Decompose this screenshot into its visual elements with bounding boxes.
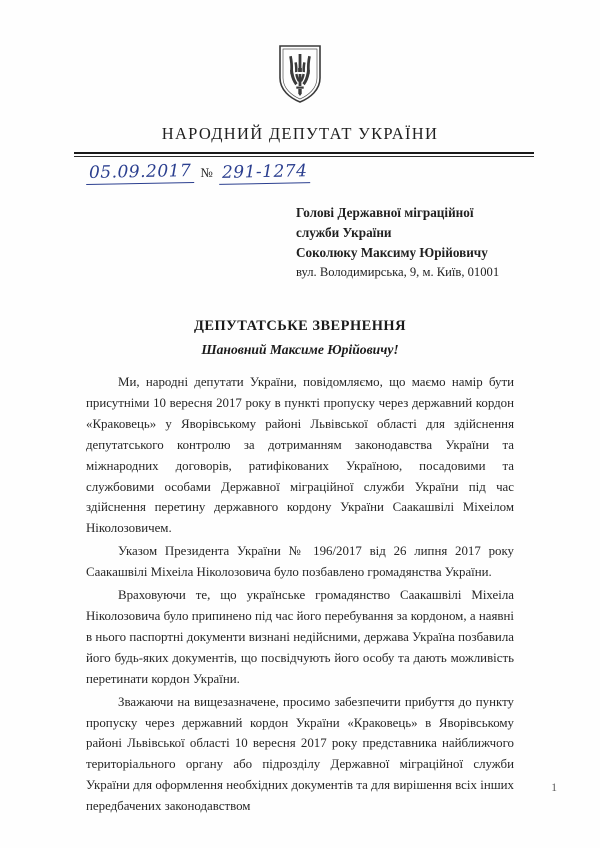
addressee-line-2: служби України: [296, 225, 392, 241]
body-paragraph-3: Враховуючи те, що українське громадянство Саакашвілі Міхеіла Ніколозовича було припинено під час його перебування за кордоном, а наявні в нього паспортні документи визнані недійсними, держава Україна позбавила його будь-яких документів, що посвідчують його особу та дають можливість перетинати кордон України.: [86, 588, 514, 686]
ukraine-trident-coat-of-arms-icon: [277, 44, 323, 104]
document-body: [86, 372, 514, 817]
registration-line: [86, 162, 311, 184]
number-sign-icon: №: [200, 165, 214, 180]
letterhead-divider: [74, 152, 534, 157]
document-greeting: Шановний Максиме Юрійовичу!: [201, 342, 399, 357]
addressee-line-1: Голові Державної міграційної: [296, 205, 474, 220]
body-paragraph-4: Зважаючи на вищезазначене, просимо забезпечити прибуття до пункту пропуску через державний кордон України «Краковець» в Яворівському районі Львівської області 10 вересня 2017 року представника найближчого територіального органу або підрозділу Державної міграційної служби України для оформлення необхідних документів та для вирішення всіх інших передбачених законодавством: [86, 694, 514, 814]
letterhead-emblem-container: [0, 44, 600, 109]
registration-number: 291-1274: [219, 161, 311, 185]
addressee-line-3: Соколюку Максиму Юрійовичу: [296, 245, 488, 261]
document-title: ДЕПУТАТСЬКЕ ЗВЕРНЕННЯ: [193, 318, 407, 334]
addressee-address: вул. Володимирська, 9, м. Київ, 01001: [296, 265, 500, 280]
body-paragraph-2: Указом Президента України № 196/2017 від 26 липня 2017 року Саакашвілі Міхеіла Ніколозовича було позбавлено громадянства України.: [86, 544, 514, 580]
addressee-block: [296, 203, 546, 282]
letterhead-title: НАРОДНИЙ ДЕПУТАТ УКРАЇНИ: [161, 124, 439, 143]
body-paragraph-1: Ми, народні депутати України, повідомляємо, що маємо намір бути присутніми 10 вересня 2017 року в пункті пропуску через державний кордон «Краковець» у Яворівському районі Львівської області для здійснення депутатського контролю за дотриманням законодавства України та міжнародних договорів, ратифікованих Україною, посадовими та службовими особами Державної міграційної служби України під час здійснення перетину державного кордону України Саакашвілі Міхеілом Ніколозовичем.: [86, 375, 514, 536]
registration-date: 05.09.2017: [86, 161, 195, 185]
page-number: 1: [551, 782, 557, 794]
